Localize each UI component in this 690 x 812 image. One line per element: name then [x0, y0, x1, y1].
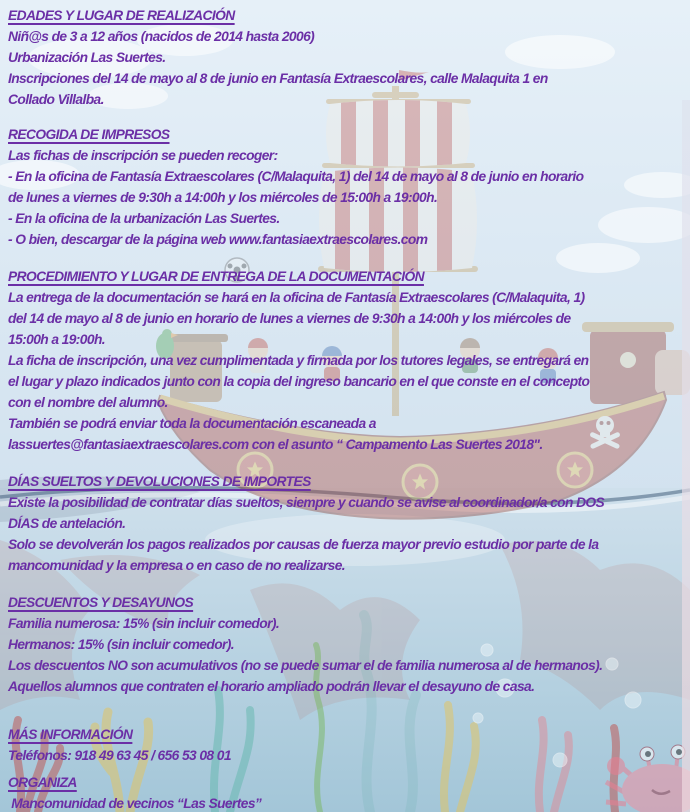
- text-line: mancomunidad y la empresa o en caso de no realizarse.: [8, 558, 346, 573]
- text-line: el lugar y plazo indicados junto con la copia del ingreso bancario en el que conste en el concepto: [8, 374, 590, 389]
- text-line: Aquellos alumnos que contraten el horario ampliado podrán llevar el desayuno de casa.: [8, 679, 535, 694]
- text-line: del 14 de mayo al 8 de junio en horario de lunes a viernes de 9:30h a 14:00h y los miércoles de: [8, 311, 571, 326]
- text-line: - En la oficina de Fantasía Extraescolares (C/Malaquita, 1) del 14 de mayo al 8 de junio en horario: [8, 169, 584, 184]
- text-line: Los descuentos NO son acumulativos (no se puede sumar el de familia numerosa al de hermanos).: [8, 658, 603, 673]
- text-line: Mancomunidad de vecinos “Las Suertes”: [8, 796, 262, 811]
- section: [8, 471, 690, 576]
- section: [8, 724, 690, 766]
- section-header: MÁS INFORMACIÓN: [8, 727, 133, 742]
- section-header: PROCEDIMIENTO Y LUGAR DE ENTREGA DE LA DOCUMENTACIÓN: [8, 269, 424, 284]
- section-header: ORGANIZA: [8, 775, 77, 790]
- section-header: DÍAS SUELTOS Y DEVOLUCIONES DE IMPORTES: [8, 474, 311, 489]
- text-line: Existe la posibilidad de contratar días sueltos, siempre y cuando se avise al coordinador/a con DOS: [8, 495, 605, 510]
- text-line: La entrega de la documentación se hará en la oficina de Fantasía Extraescolares (C/Malaquita, 1): [8, 290, 585, 305]
- text-line: La ficha de inscripción, una vez cumplimentada y firmada por los tutores legales, se entregará en: [8, 353, 589, 368]
- section: [8, 266, 690, 455]
- section: [8, 592, 690, 697]
- text-line: También se podrá enviar toda la documentación escaneada a: [8, 416, 376, 431]
- section: [8, 5, 690, 110]
- text-line: Niñ@s de 3 a 12 años (nacidos de 2014 hasta 2006): [8, 29, 315, 44]
- text-line: Teléfonos: 918 49 63 45 / 656 53 08 01: [8, 748, 231, 763]
- text-line: lassuertes@fantasiaextraescolares.com con el asunto “ Campamento Las Suertes 2018".: [8, 437, 543, 452]
- text-line: - O bien, descargar de la página web www.fantasiaextraescolares.com: [8, 232, 428, 247]
- section: [8, 124, 690, 250]
- text-line: Collado Villalba.: [8, 92, 104, 107]
- text-line: DÍAS de antelación.: [8, 516, 126, 531]
- text-line: Solo se devolverán los pagos realizados por causas de fuerza mayor previo estudio por parte de la: [8, 537, 599, 552]
- text-line: Las fichas de inscripción se pueden recoger:: [8, 148, 278, 163]
- section: [8, 772, 690, 812]
- text-line: de lunes a viernes de 9:30h a 14:00h y los miércoles de 15:00h a 19:00h.: [8, 190, 438, 205]
- section-header: EDADES Y LUGAR DE REALIZACIÓN: [8, 8, 235, 23]
- text-line: Familia numerosa: 15% (sin incluir comedor).: [8, 616, 280, 631]
- section-header: RECOGIDA DE IMPRESOS: [8, 127, 170, 142]
- text-line: Urbanización Las Suertes.: [8, 50, 166, 65]
- text-line: con el nombre del alumno.: [8, 395, 168, 410]
- text-line: 15:00h a 19:00h.: [8, 332, 106, 347]
- text-line: - En la oficina de la urbanización Las Suertes.: [8, 211, 280, 226]
- section-header: DESCUENTOS Y DESAYUNOS: [8, 595, 194, 610]
- text-line: Hermanos: 15% (sin incluir comedor).: [8, 637, 235, 652]
- text-line: Inscripciones del 14 de mayo al 8 de junio en Fantasía Extraescolares, calle Malaquita 1 en: [8, 71, 548, 86]
